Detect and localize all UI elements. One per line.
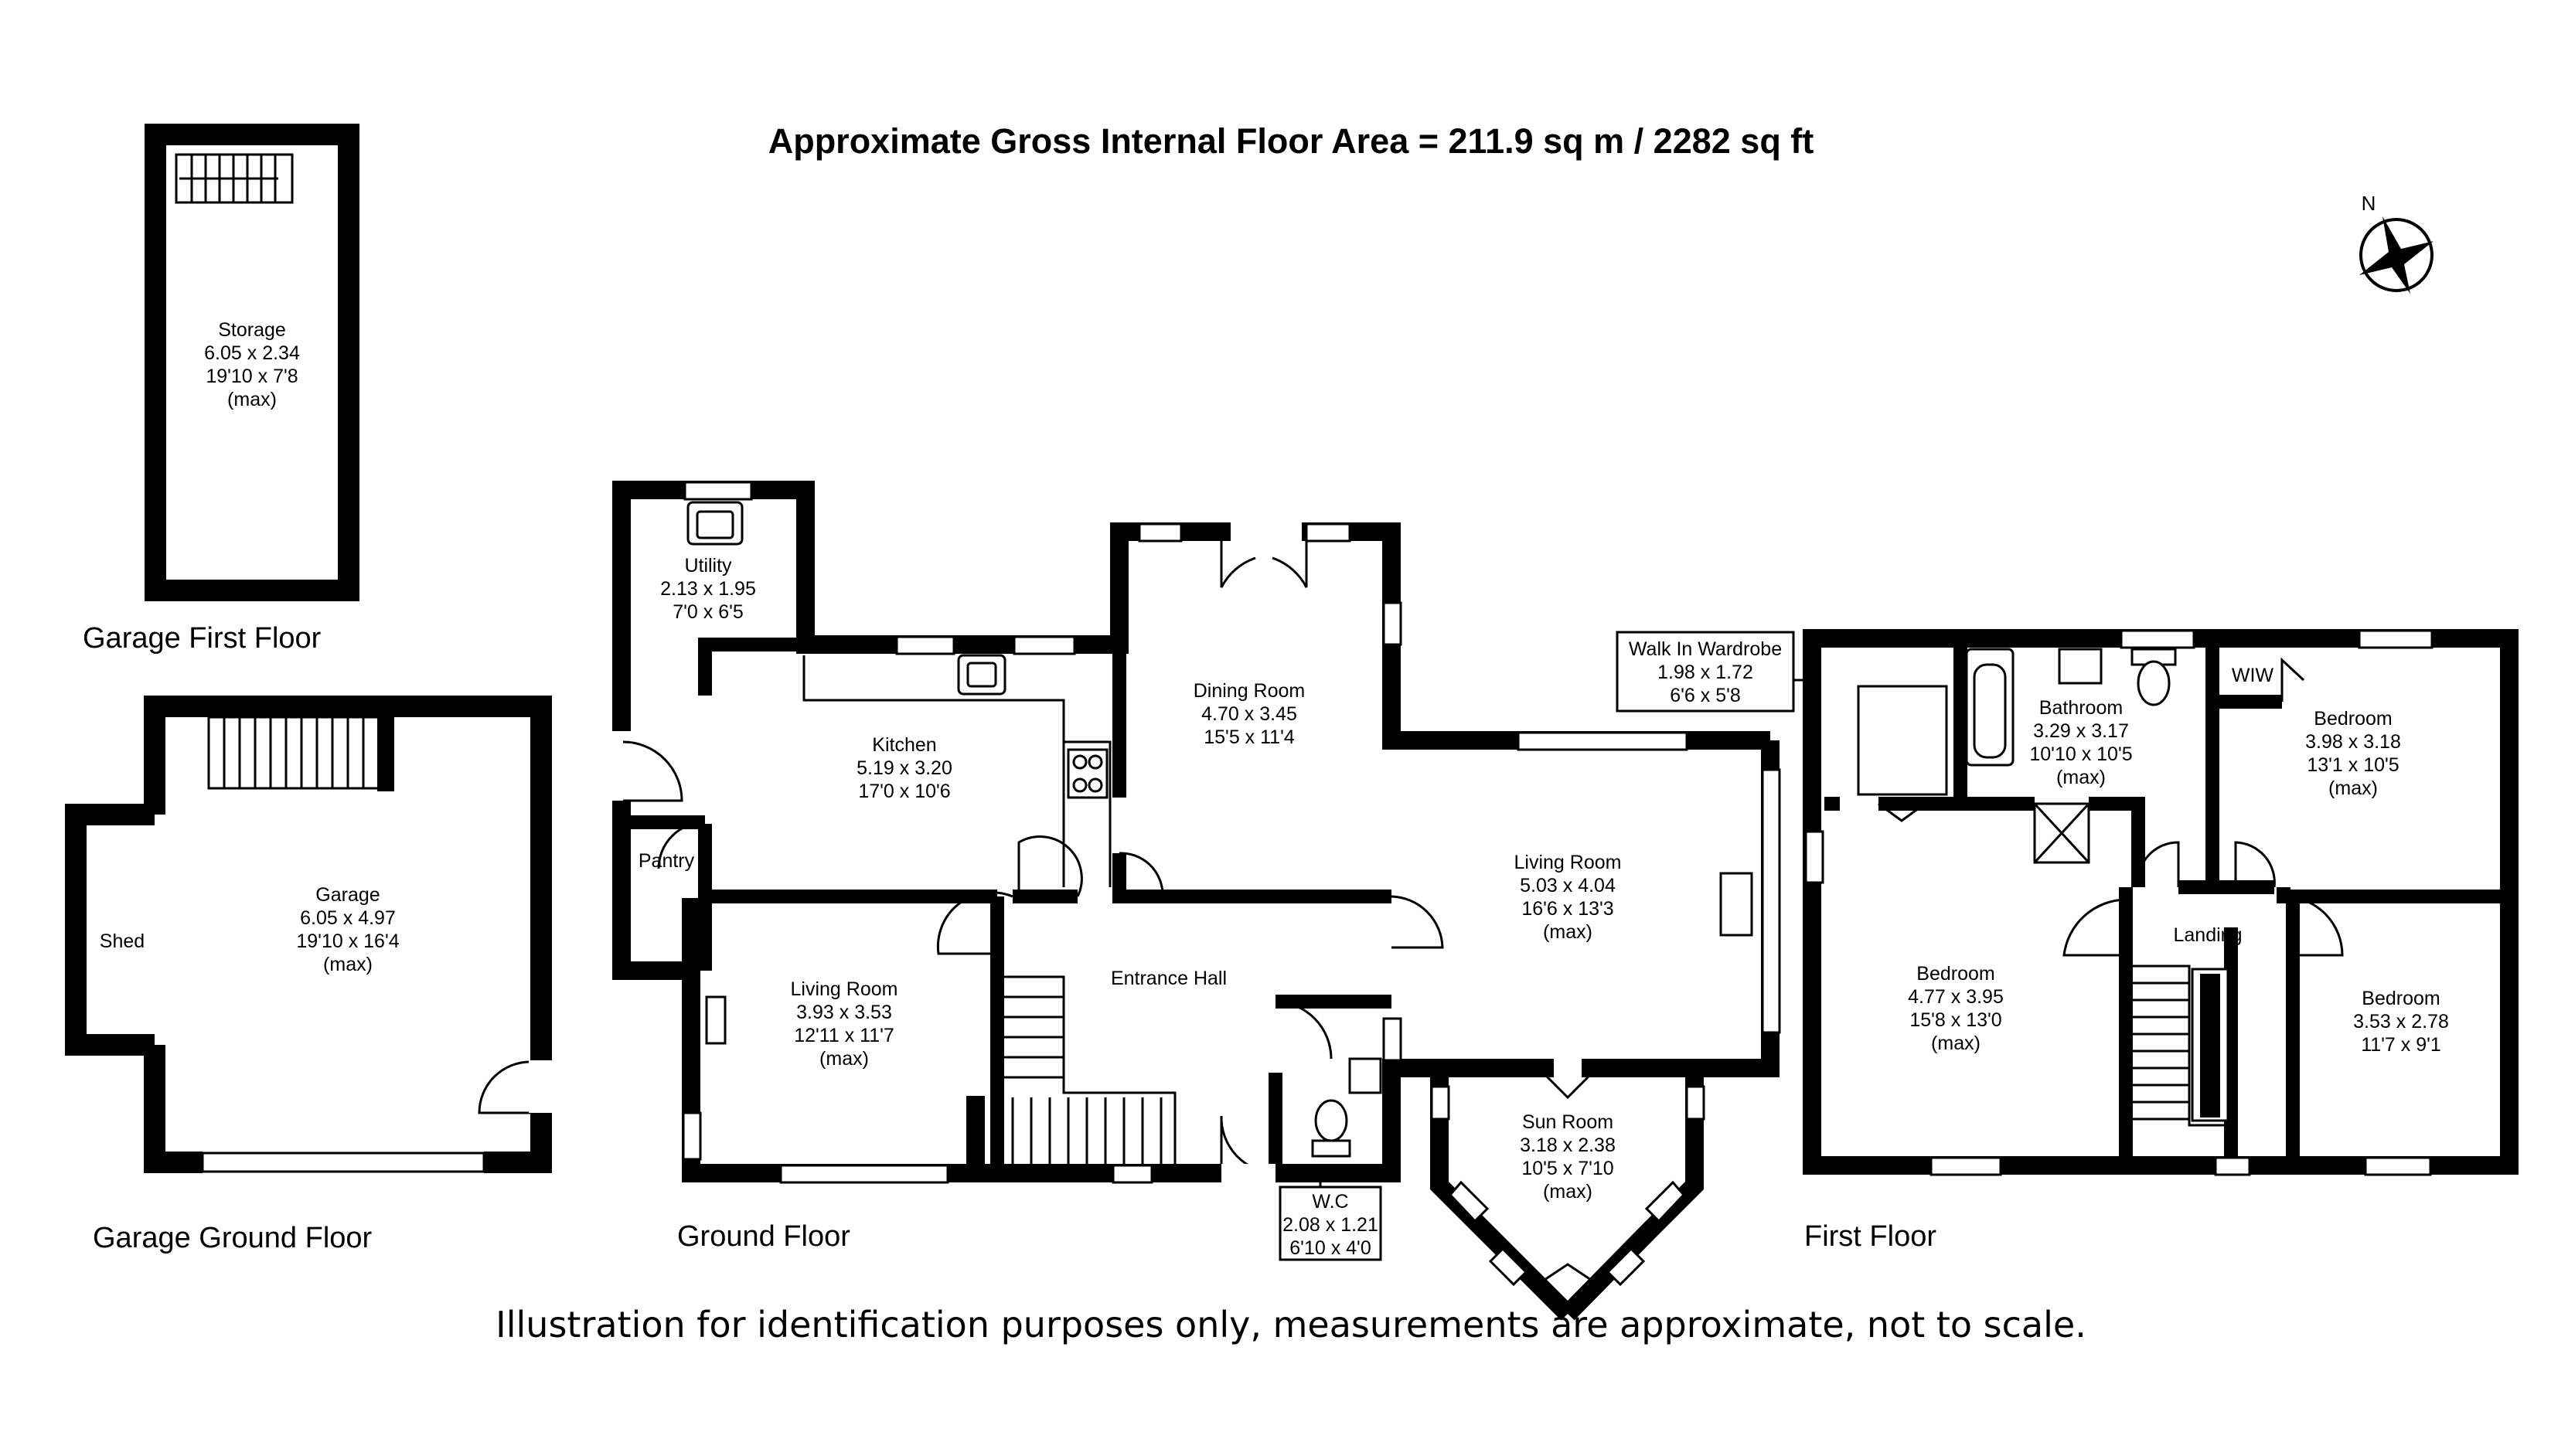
room-imperial: 10'10 x 10'5 [2029, 743, 2133, 765]
sink-icon [1350, 1059, 1381, 1093]
room-name: Living Room [1514, 852, 1622, 873]
room-name: W.C [1312, 1191, 1349, 1213]
room-metric: 3.93 x 3.53 [796, 1002, 892, 1023]
toilet-icon [1313, 1101, 1350, 1156]
room-imperial: 12'11 x 11'7 [794, 1025, 894, 1046]
stairs-icon [997, 977, 1175, 1164]
room-imperial: 19'10 x 16'4 [296, 930, 400, 952]
room-name: Utility [684, 555, 732, 577]
room-name: Walk In Wardrobe [1628, 638, 1783, 660]
floor-label-garage-first: Garage First Floor [83, 622, 322, 655]
room-metric: 4.77 x 3.95 [1908, 986, 2004, 1008]
stairs-icon [209, 717, 388, 788]
room-note: (max) [227, 389, 277, 410]
fireplace-icon [1721, 873, 1752, 935]
room-metric: 1.98 x 1.72 [1657, 662, 1753, 683]
fireplace-icon [707, 997, 725, 1043]
room-name: Bedroom [1916, 963, 1995, 985]
room-name: Sun Room [1521, 1111, 1614, 1133]
room-imperial: 6'10 x 4'0 [1289, 1237, 1371, 1259]
room-metric: 6.05 x 4.97 [300, 907, 396, 929]
sink-icon [688, 502, 742, 544]
room-imperial: 15'8 x 13'0 [1909, 1009, 2002, 1031]
toilet-icon [2132, 649, 2175, 705]
stairs-icon [176, 155, 292, 202]
floor-area-title: Approximate Gross Internal Floor Area = 211.9 sq m / 2282 sq ft [768, 121, 1814, 161]
room-name: Storage [218, 319, 286, 341]
sink-icon [959, 655, 1005, 694]
room-metric: 3.53 x 2.78 [2353, 1011, 2449, 1032]
room-name: WIW [2231, 665, 2274, 686]
north-label: N [2361, 192, 2376, 215]
room-imperial: 10'5 x 7'10 [1521, 1158, 1614, 1179]
room-metric: 2.13 x 1.95 [660, 578, 756, 600]
floor-label-garage-ground: Garage Ground Floor [93, 1222, 373, 1254]
room-imperial: 11'7 x 9'1 [2361, 1034, 2441, 1056]
room-note: (max) [1931, 1032, 1981, 1054]
room-metric: 3.98 x 3.18 [2305, 731, 2401, 753]
room-name: Kitchen [872, 734, 937, 756]
room-metric: 3.29 x 3.17 [2033, 720, 2129, 742]
floor-label-ground: Ground Floor [677, 1220, 850, 1253]
room-metric: 3.18 x 2.38 [1520, 1135, 1616, 1156]
garage-first-floor-plan [155, 134, 349, 590]
room-metric: 4.70 x 3.45 [1201, 703, 1297, 725]
room-metric: 5.03 x 4.04 [1520, 875, 1616, 896]
room-name: Dining Room [1193, 680, 1306, 702]
room-name: Pantry [638, 850, 695, 872]
room-name: Entrance Hall [1110, 968, 1228, 989]
bathtub-icon [1967, 649, 2013, 765]
floor-label-first: First Floor [1804, 1220, 1936, 1253]
room-imperial: 15'5 x 11'4 [1204, 726, 1295, 748]
room-name: Bedroom [2314, 708, 2393, 730]
room-imperial: 7'0 x 6'5 [673, 601, 744, 623]
garage-ground-floor-plan [76, 706, 552, 1172]
room-note: (max) [1543, 921, 1592, 943]
room-note: (max) [2328, 777, 2378, 799]
room-metric: 6.05 x 2.34 [204, 342, 300, 364]
room-name: Landing [2173, 924, 2243, 946]
room-name: Shed [99, 930, 145, 952]
room-imperial: 19'10 x 7'8 [206, 366, 298, 387]
hob-icon [1068, 750, 1107, 798]
sink-icon [2059, 649, 2101, 683]
shower-icon [2035, 804, 2089, 862]
room-name: Bedroom [2362, 988, 2440, 1009]
room-imperial: 17'0 x 10'6 [858, 781, 951, 802]
room-name: Living Room [790, 978, 898, 1000]
room-metric: 2.08 x 1.21 [1282, 1214, 1378, 1236]
room-name: Garage [315, 884, 380, 906]
room-name: Bathroom [2038, 697, 2124, 719]
room-imperial: 16'6 x 13'3 [1521, 898, 1614, 920]
room-note: (max) [1543, 1181, 1592, 1203]
ground-floor-plan [614, 482, 1783, 1314]
room-imperial: 6'6 x 5'8 [1670, 685, 1741, 706]
room-imperial: 13'1 x 10'5 [2307, 754, 2399, 776]
room-note: (max) [2056, 767, 2106, 788]
disclaimer-text: Illustration for identification purposes only, measurements are approximate, not to scale. [496, 1304, 2086, 1345]
compass-icon [2359, 192, 2433, 294]
room-note: (max) [819, 1048, 869, 1070]
room-note: (max) [323, 954, 373, 975]
room-metric: 5.19 x 3.20 [857, 757, 952, 779]
